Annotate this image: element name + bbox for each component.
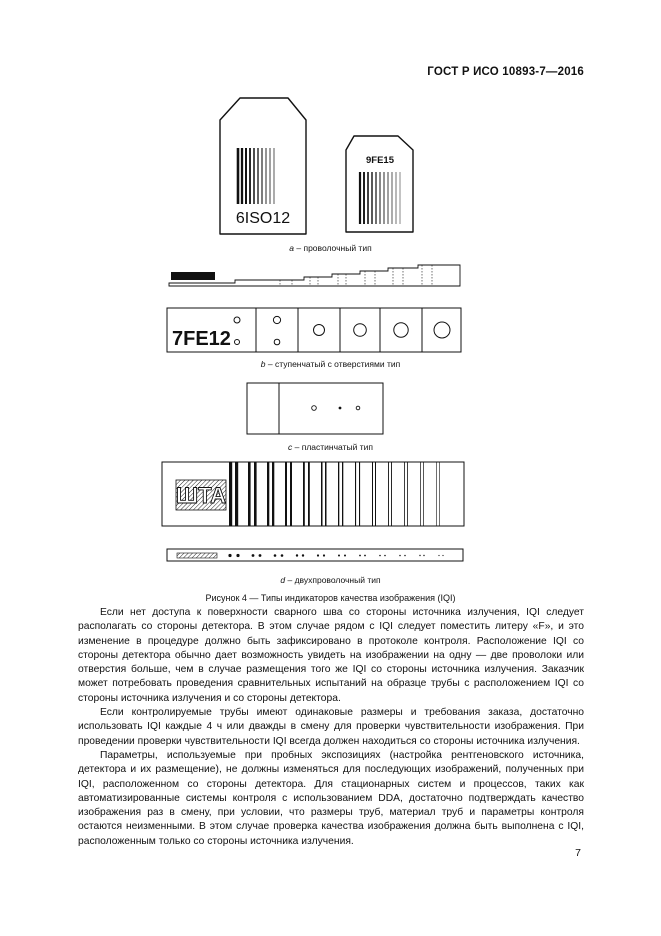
caption-b — [0, 359, 661, 369]
wire-iqi-figure — [210, 92, 430, 238]
caption-d-text: – двухпроволочный тип — [285, 575, 381, 585]
page-number: 7 — [575, 847, 581, 859]
caption-d-letter: d — [280, 575, 286, 585]
caption-b-text: – ступенчатый с отверстиями тип — [265, 359, 401, 369]
duplex-wire-pairs — [229, 462, 440, 526]
wire-iqi-large-label: 6ISO12 — [235, 210, 291, 227]
caption-d — [0, 575, 661, 585]
wire-iqi-large — [220, 98, 306, 234]
duplex-logo: ШТА — [175, 483, 227, 508]
caption-c-text: – пластинчатый тип — [292, 442, 373, 452]
wire-iqi-small-label: 9FE15 — [366, 155, 394, 166]
paragraph-3: Параметры, используемые при пробных экспозициях (настройка рентгеновского источника, детектора и их размещение), не должны изменяться для последующих изображений, полученных при IQI, расположенном со стороны детектора. Для стационарных систем и процессов, таких как автоматизированные системы контроля с использованием DDA, достаточно подтверждать качество изображения раз в смену, при условии, что размеры труб, материал труб и параметры контроля остаются неизменными. В этом случае проверка качества изображения должна быть выполнена с IQI, расположенным только со стороны источника излучения. — [78, 749, 584, 847]
standard-header: ГОСТ Р ИСО 10893-7—2016 — [427, 66, 584, 78]
step-hole-side-view — [169, 265, 460, 286]
caption-a-letter: a — [289, 243, 295, 253]
wire-iqi-small — [346, 136, 413, 232]
step-hole-label: 7FE12 — [172, 328, 231, 350]
caption-c-letter: c — [288, 442, 293, 452]
caption-a-text: – проволочный тип — [294, 243, 372, 253]
paragraph-1: Если нет доступа к поверхности сварного шва со стороны источника излучения, IQI следует располагать со стороны детектора. В этом случае рядом с IQI следует поместить литеру «F», и это изменение в процедуре должно быть зафиксировано в протоколе контроля. Расположение IQI со стороны детектора обычно дает возможность увидеть на изображении на одну — две проволоки или отверстия больше, чем в случае размещения того же IQI со стороны источника излучения. Заказчик может потребовать проведения сравнительных испытаний на образце трубы с расположением IQI со стороны источника излучения и со стороны детектора. — [78, 607, 584, 704]
duplex-wire-iqi-figure — [158, 460, 470, 572]
paragraph-2: Если контролируемые трубы имеют одинаковые размеры и требования заказа, достаточно использовать IQI каждые 4 ч или дважды в смену для проверки чувствительности изображения. При проведении проверки чувствительности IQI всегда должен находиться со стороны источника излучения. — [78, 707, 584, 747]
duplex-logo-box — [176, 480, 226, 510]
duplex-side-view — [167, 549, 463, 561]
plate-iqi-figure — [245, 381, 385, 437]
caption-a — [0, 243, 661, 253]
caption-c — [0, 442, 661, 452]
figure-title: Рисунок 4 — Типы индикаторов качества изображения (IQI) — [205, 593, 456, 603]
caption-b-letter: b — [260, 359, 266, 369]
step-hole-iqi-figure — [160, 262, 470, 356]
body-text — [78, 606, 584, 849]
